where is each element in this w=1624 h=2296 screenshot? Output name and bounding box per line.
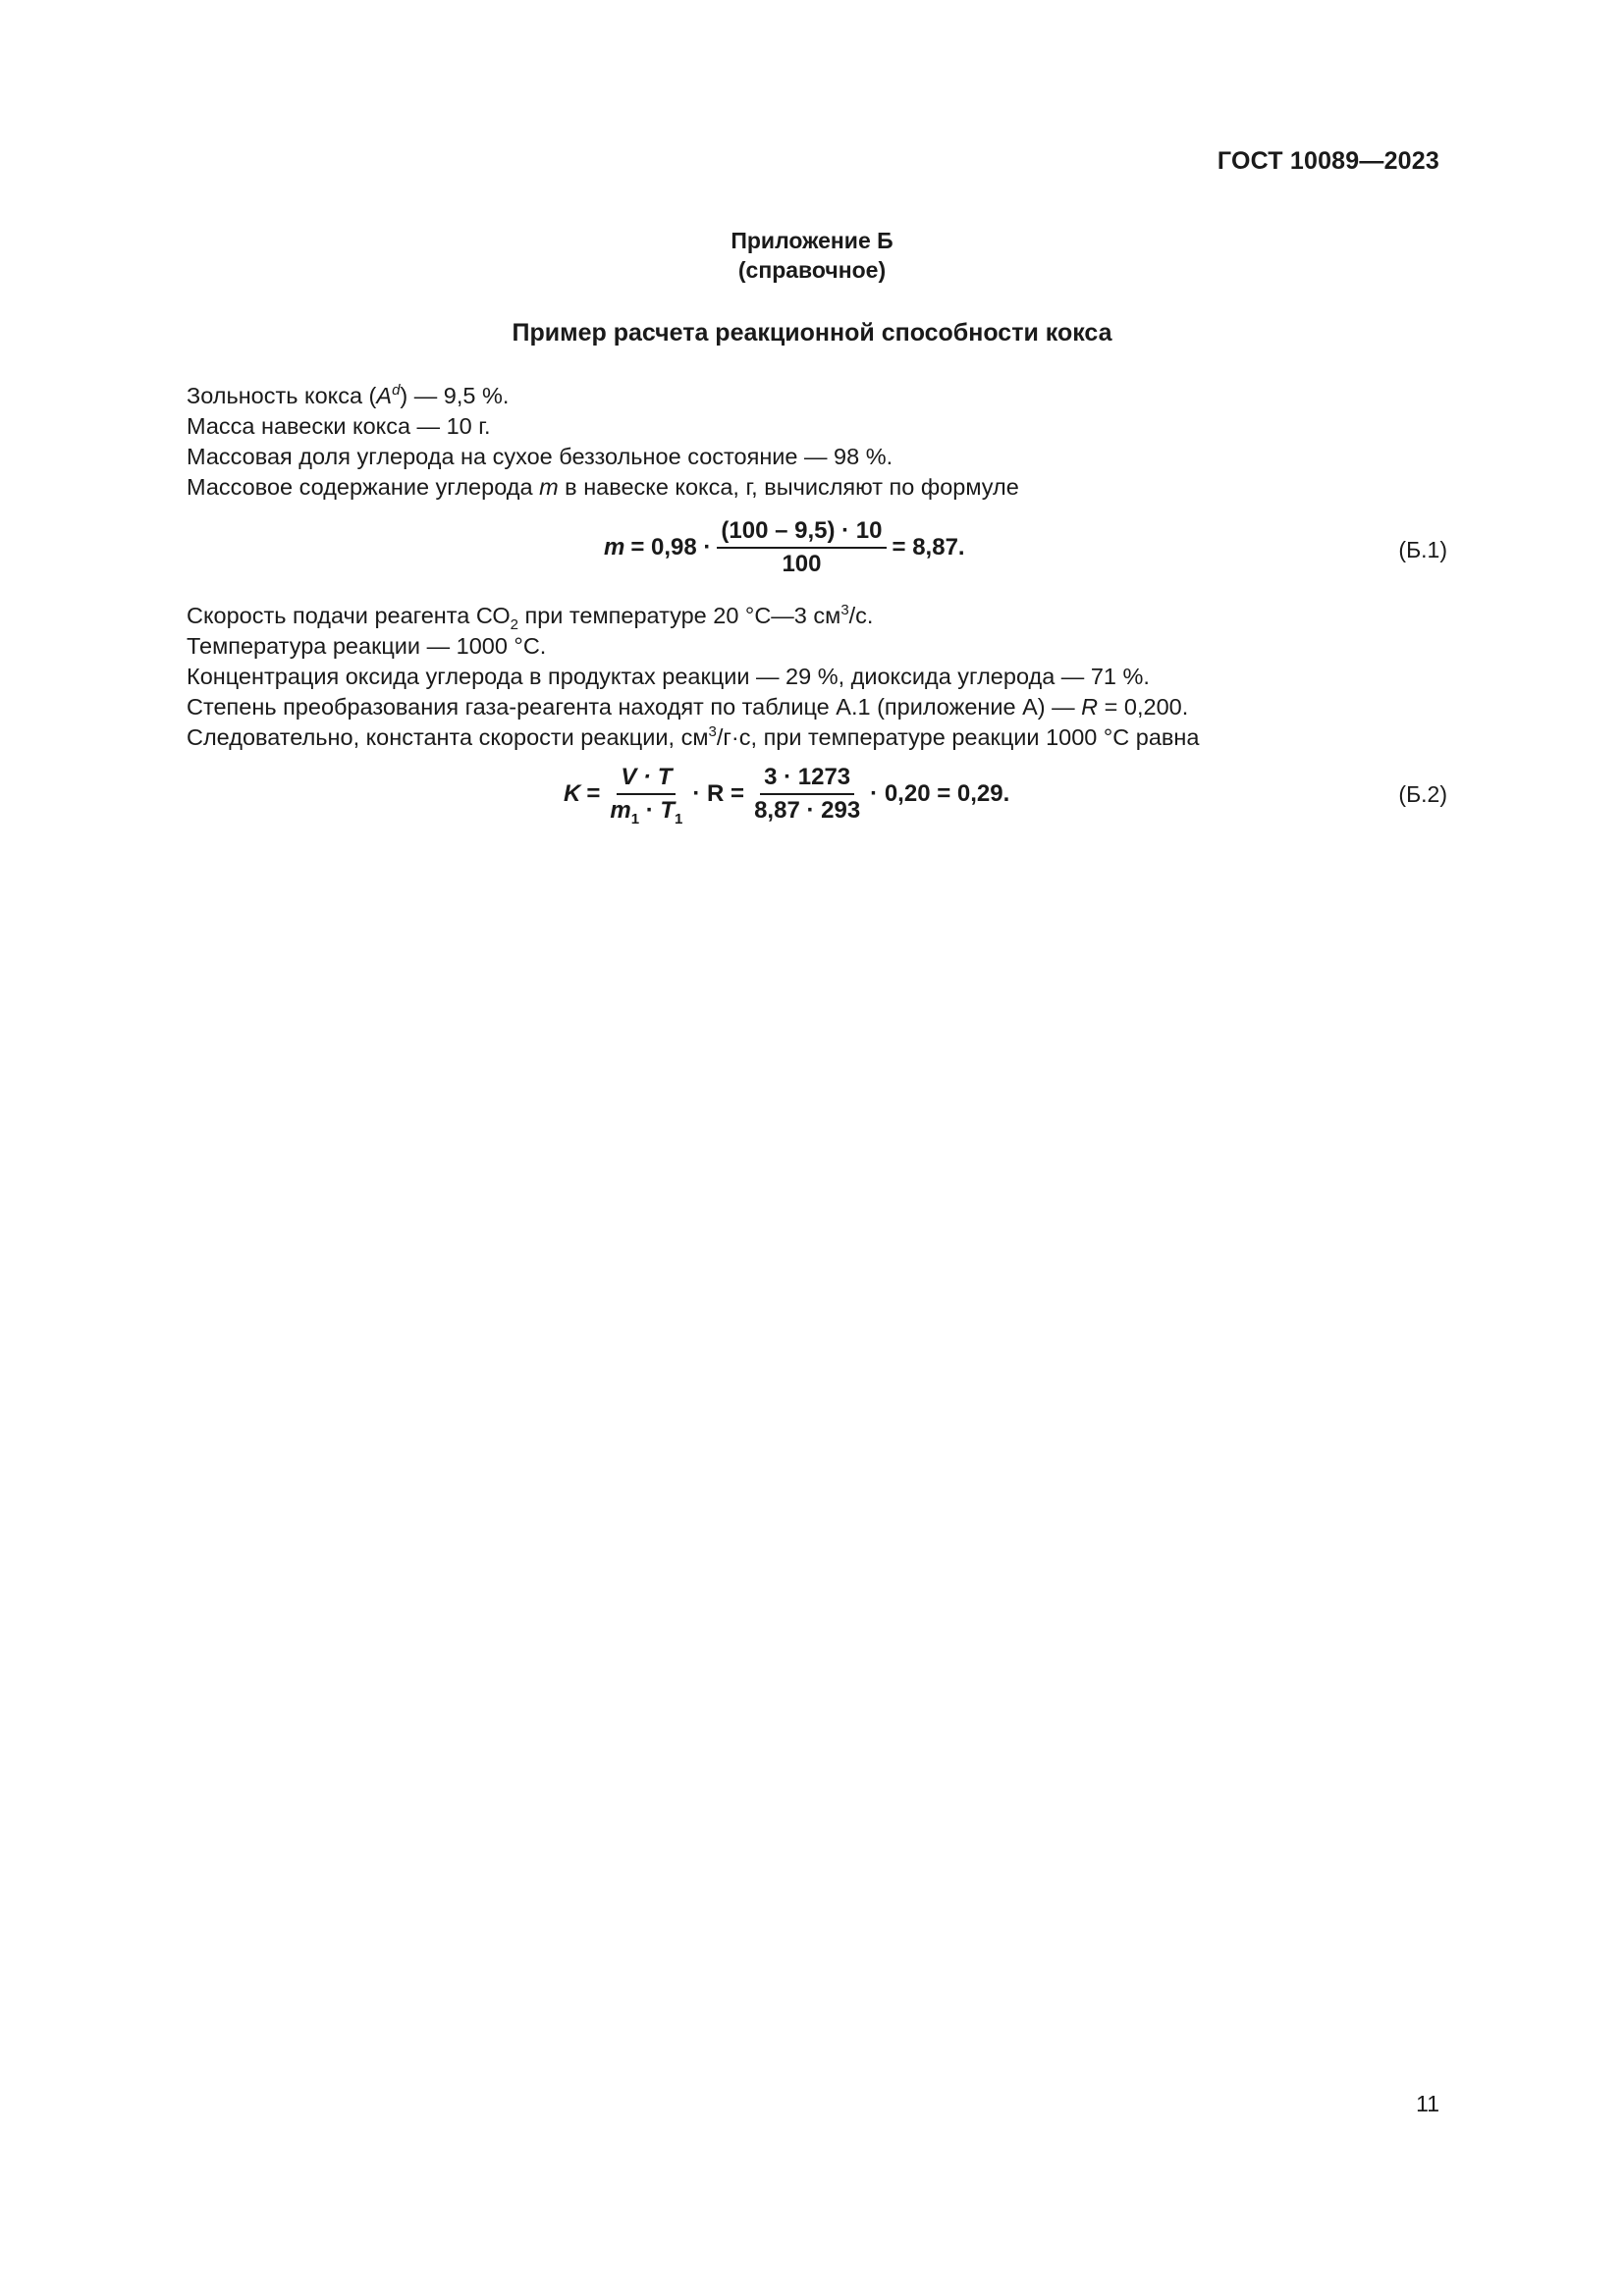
ash-symbol: A	[376, 383, 393, 408]
formula-b2-denominator-1	[606, 795, 686, 828]
degree-text: Степень преобразования газа-реагента находят по таблице А.1 (приложение А) —	[187, 694, 1082, 720]
den-t-sub: 1	[675, 811, 683, 828]
feed-rate-line	[187, 601, 1443, 631]
formula-b2-label: (Б.2)	[1398, 781, 1447, 807]
formula-b2-equals: =	[586, 780, 601, 807]
den-m-sub: 1	[630, 811, 640, 828]
rate-unit: /с.	[848, 603, 874, 628]
degree-value: = 0,200.	[1098, 694, 1189, 720]
formula-b1-coefficient: = 0,98 ·	[630, 534, 712, 561]
formula-b1-result: = 8,87.	[892, 534, 965, 561]
annex-subheading: (справочное)	[737, 257, 887, 283]
degree-variable: R	[1081, 694, 1099, 720]
formula-b2-fraction-1	[606, 764, 686, 828]
constant-superscript: 3	[708, 723, 717, 740]
annex-title: Пример расчета реакционной способности кокса	[512, 319, 1112, 347]
ash-text: Зольность кокса (	[187, 383, 377, 408]
document-code: ГОСТ 10089—2023	[1217, 147, 1439, 175]
paragraph-initial-data	[187, 381, 1443, 503]
rate-value: при температуре 20 °С—3 см	[517, 603, 841, 628]
page-number: 11	[1416, 2091, 1439, 2116]
den-t: T	[660, 797, 676, 824]
content-text-end: в навеске кокса, г, вычисляют по формуле	[558, 474, 1019, 500]
carbon-fraction-line: Массовая доля углерода на сухое беззольное состояние — 98 %.	[187, 444, 893, 469]
formula-b2-numerator-2: 3 · 1273	[760, 764, 854, 795]
formula-b2-multiplier-r: · R =	[692, 780, 745, 807]
constant-text-end: /г·с, при температуре реакции 1000 °С равна	[716, 724, 1200, 750]
formula-b2-denominator-2: 8,87 · 293	[754, 797, 861, 824]
den-dot: ·	[639, 797, 661, 824]
concentration-line: Концентрация оксида углерода в продуктах реакции — 29 %, диоксида углерода — 71 %.	[187, 664, 1150, 689]
formula-b1-denominator: 100	[782, 551, 822, 577]
carbon-content-line	[187, 472, 1443, 503]
formula-b1	[0, 517, 1624, 586]
reaction-temperature-line: Температура реакции — 1000 °С.	[187, 633, 547, 659]
annex-heading-block	[0, 226, 1624, 285]
formula-b1-label: (Б.1)	[1398, 537, 1447, 562]
ash-value: ) — 9,5 %.	[400, 383, 510, 408]
annex-heading: Приложение Б	[731, 228, 893, 253]
formula-b2-lhs: K	[564, 780, 581, 807]
formula-b2	[0, 764, 1624, 832]
formula-b2-body	[564, 764, 1010, 828]
den-m: m	[610, 797, 631, 824]
rate-constant-line	[187, 722, 1443, 753]
formula-b1-fraction	[717, 517, 886, 578]
formula-b1-numerator: (100 – 9,5) · 10	[717, 517, 886, 549]
ash-superscript: d	[392, 382, 401, 399]
content-text: Массовое содержание углерода	[187, 474, 540, 500]
conversion-degree-line	[187, 692, 1443, 722]
formula-b2-fraction-2	[750, 764, 864, 825]
rate-text: Скорость подачи реагента СО	[187, 603, 511, 628]
formula-b1-body	[604, 517, 965, 578]
rate-superscript: 3	[840, 602, 849, 618]
ash-content-line	[187, 381, 1443, 411]
sample-mass-line: Масса навески кокса — 10 г.	[187, 413, 491, 439]
content-variable: m	[539, 474, 559, 500]
formula-b1-lhs: m	[604, 534, 625, 561]
constant-text: Следовательно, константа скорости реакции, см	[187, 724, 709, 750]
rate-subscript: 2	[510, 616, 518, 633]
paragraph-reaction-data	[187, 601, 1443, 753]
formula-b2-numerator-1: V · T	[617, 764, 676, 795]
formula-b2-result: · 0,20 = 0,29.	[870, 780, 1010, 807]
